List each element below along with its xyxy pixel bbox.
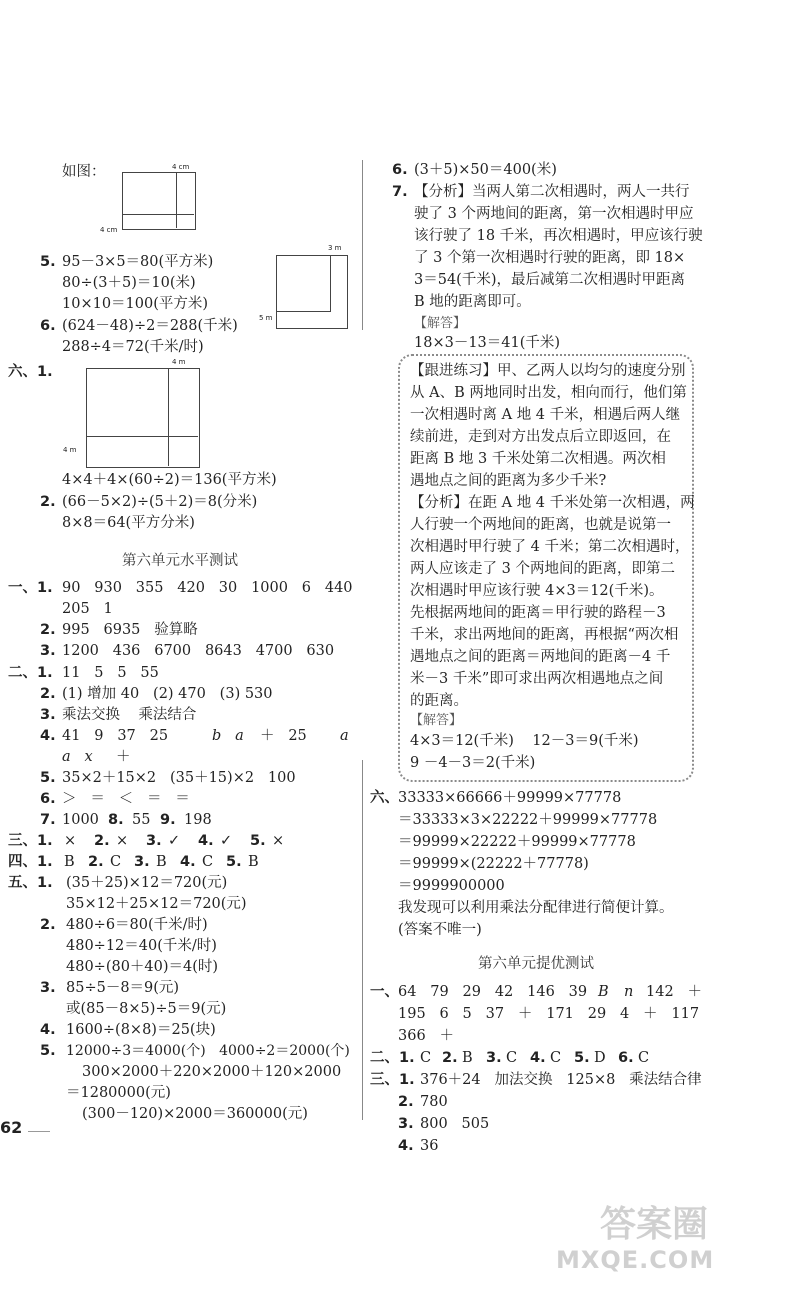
section-six-label: 六、1. (8, 364, 53, 380)
s3-n3: 3. (146, 833, 162, 849)
s4-n2: 2. (88, 854, 104, 870)
r-six-line-7: (答案不唯一) (398, 922, 482, 938)
s5-q2-line-1: 480÷6＝80(千米/时) (66, 917, 208, 933)
o2-n3: 3. (486, 1050, 502, 1066)
s2-q7-number: 7. (40, 812, 56, 828)
figure-label: 如图： (62, 164, 106, 180)
r-six-line-1: 33333×66666＋99999×77778 (398, 790, 622, 806)
s5-q4-line-1: 1600÷(8×8)＝25(块) (66, 1022, 216, 1038)
box-line-10: 两人应该走了 3 个两地间的距离，即第二 (410, 561, 675, 577)
o1-var-b: B (598, 984, 609, 1000)
r-six-line-5: ＝9999900000 (398, 878, 505, 894)
o3-q2-answer: 780 (420, 1094, 448, 1110)
box-line-2: 从 A、B 两地同时出发，相向而行，他们第 (410, 385, 687, 401)
o3-q4-number: 4. (398, 1138, 414, 1154)
s3-a5: × (272, 833, 285, 849)
q5-line-3: 10×10＝100(平方米) (62, 296, 209, 312)
r-q7-line-8: 18×3－13＝41(千米) (414, 335, 561, 351)
q6-line-1: (624－48)÷2＝288(千米) (62, 318, 238, 334)
r-q6-line-1: (3＋5)×50＝400(米) (414, 162, 557, 178)
s3-a3: ✓ (168, 833, 181, 849)
s5-q2-number: 2. (40, 917, 56, 933)
s4-n3: 3. (134, 854, 150, 870)
box-answer-tag: 【解答】 (410, 713, 463, 728)
figure-line (330, 255, 331, 311)
s2-q5-number: 5. (40, 770, 56, 786)
figure-label-top: 3 m (328, 244, 342, 252)
s5-q3-number: 3. (40, 980, 56, 996)
box-line-12: 先根据两地间的距离＝甲行驶的路程－3 (410, 605, 666, 621)
box-line-5: 距离 B 地 3 千米处第二次相遇。两次相 (410, 451, 666, 467)
s4-a5: B (248, 854, 259, 870)
six-q2-number: 2. (40, 494, 56, 510)
figure-line (176, 172, 177, 228)
s2-q8-answer: 55 (132, 812, 151, 828)
s4-a4: C (202, 854, 214, 870)
s3-n4: 4. (198, 833, 214, 849)
s2-q8-number: 8. (108, 812, 124, 828)
s4-label: 四、1. (8, 854, 53, 870)
box-line-14: 遇地点之间的距离＝两地间的距离－4 千 (410, 649, 671, 665)
section-title-level-test: 第六单元水平测试 (122, 553, 238, 569)
box-line-9: 次相遇时甲行驶了 4 千米；第二次相遇时， (410, 539, 690, 555)
s1-label: 一、1. (8, 580, 53, 596)
figure-line (276, 311, 331, 312)
six-q2-line-2: 8×8＝64(平方分米) (62, 515, 195, 531)
figure-label-left: 4 cm (100, 226, 118, 234)
figure-label-left: 4 m (63, 446, 77, 454)
s1-q3-number: 3. (40, 643, 56, 659)
s5-q5-line-4: (300－120)×2000＝360000(元) (82, 1106, 308, 1122)
section-title-optimize-test: 第六单元提优测试 (478, 956, 594, 972)
s2-q4-vars-2: a x (62, 749, 93, 765)
o1-line-c: 366 ＋ (398, 1028, 455, 1044)
box-line-4: 续前进，走到对方出发点后立即返回，在 (410, 429, 671, 445)
o2-a3: C (506, 1050, 518, 1066)
six-q2-line-1: (66－5×2)÷(5＋2)＝8(分米) (62, 494, 258, 510)
r-six-line-4: ＝99999×(22222＋77778) (398, 856, 589, 872)
s5-q5-line-1: 12000÷3＝4000(个) 4000÷2＝2000(个) (66, 1043, 350, 1059)
r-q7-line-1: 【分析】当两人第二次相遇时，两人一共行 (414, 184, 690, 200)
r-q7-answer-tag: 【解答】 (414, 316, 467, 331)
s2-q4-answer: 41 9 37 25 (62, 728, 169, 744)
box-line-13: 千米，求出两地间的距离，再根据“两次相 (410, 627, 679, 643)
o3-q1-answer: 376＋24 加法交换 125×8 乘法结合律 (420, 1072, 702, 1088)
s5-q2-line-3: 480÷(80＋40)＝4(时) (66, 959, 219, 975)
figure-label-left: 5 m (259, 314, 273, 322)
s3-a1: × (64, 833, 77, 849)
r-six-line-2: ＝33333×3×22222＋99999×77778 (398, 812, 658, 828)
s4-a3: B (156, 854, 167, 870)
s3-n5: 5. (250, 833, 266, 849)
r-six-line-3: ＝99999×22222＋99999×77778 (398, 834, 636, 850)
q5-number: 5. (40, 254, 56, 270)
s4-n5: 5. (226, 854, 242, 870)
r-q7-line-2: 驶了 3 个两地间的距离，第一次相遇时甲应 (414, 206, 694, 222)
page-number: 62 (0, 1118, 23, 1137)
o3-q2-number: 2. (398, 1094, 414, 1110)
q5-line-2: 80÷(3＋5)＝10(米) (62, 275, 196, 291)
figure-line (122, 214, 194, 215)
q6-number: 6. (40, 318, 56, 334)
box-line-11: 次相遇时甲应该行驶 4×3＝12(千米)。 (410, 583, 664, 599)
s4-n4: 4. (180, 854, 196, 870)
o2-n6: 6. (618, 1050, 634, 1066)
s2-q9-number: 9. (160, 812, 176, 828)
figure-line (86, 436, 198, 437)
box-line-7: 【分析】在距 A 地 4 千米处第一次相遇，两 (410, 495, 695, 511)
s2-q6-number: 6. (40, 791, 56, 807)
o3-label: 三、1. (370, 1072, 415, 1088)
r-six-label: 六、 (370, 790, 399, 806)
o1-label: 一、 (370, 984, 399, 1000)
s2-q2-answer: (1) 增加 40 (2) 470 (3) 530 (62, 686, 273, 702)
o1-line-a2: 142 ＋ (646, 984, 703, 1000)
r-q7-line-3: 该行驶了 18 千米，再次相遇时，甲应该行驶 (414, 228, 703, 244)
s2-q4-var-a: a (340, 728, 349, 744)
s2-q3-number: 3. (40, 707, 56, 723)
r-q6-number: 6. (392, 162, 408, 178)
s2-q4-vars: b a (212, 728, 244, 744)
s5-q2-line-2: 480÷12＝40(千米/时) (66, 938, 217, 954)
watermark-url: MXQE.COM (556, 1246, 715, 1274)
o2-n4: 4. (530, 1050, 546, 1066)
column-divider (362, 160, 363, 330)
r-six-line-6: 我发现可以利用乘法分配律进行简便计算。 (398, 900, 674, 916)
figure-square-4cm (122, 172, 196, 230)
s2-q9-answer: 198 (184, 812, 212, 828)
s2-q4-answer-2: ＋ 25 (260, 728, 307, 744)
o1-var-n: n (624, 984, 634, 1000)
figure-label-top: 4 m (172, 358, 186, 366)
q5-line-1: 95－3×5＝80(平方米) (62, 254, 214, 270)
s1-q2-answer: 995 6935 验算略 (62, 622, 198, 638)
s4-a2: C (110, 854, 122, 870)
s3-a4: ✓ (220, 833, 233, 849)
box-line-6: 遇地点之间的距离为多少千米? (410, 473, 607, 489)
s2-q5-answer: 35×2＋15×2 (35＋15)×2 100 (62, 770, 296, 786)
figure-line (168, 368, 169, 466)
s2-q1-answer: 11 5 5 55 (62, 665, 159, 681)
r-q7-line-6: B 地的距离即可。 (414, 294, 531, 310)
s5-label: 五、1. (8, 875, 53, 891)
figure-square-5m (276, 255, 348, 329)
s2-q4-plus: ＋ (116, 749, 131, 765)
o3-q3-number: 3. (398, 1116, 414, 1132)
o2-label: 二、1. (370, 1050, 415, 1066)
watermark-logo: 答案圈 (600, 1204, 709, 1245)
six-line-1: 4×4＋4×(60÷2)＝136(平方米) (62, 472, 277, 488)
s3-label: 三、1. (8, 833, 53, 849)
s5-q5-number: 5. (40, 1043, 56, 1059)
r-q7-line-5: 3＝54(千米)，最后减第二次相遇时甲距离 (414, 272, 685, 288)
s5-q1-line-1: (35＋25)×12＝720(元) (66, 875, 228, 891)
r-q7-number: 7. (392, 184, 408, 200)
footer-rule (28, 1131, 50, 1132)
r-q7-line-4: 了 3 个第一次相遇时行驶的距离，即 18× (414, 250, 686, 266)
o3-q3-answer: 800 505 (420, 1116, 490, 1132)
s5-q5-line-2: 300×2000＋220×2000＋120×2000 (82, 1064, 342, 1080)
s1-q3-answer: 1200 436 6700 8643 4700 630 (62, 643, 335, 659)
s5-q3-line-2: 或(85－8×5)÷5＝9(元) (66, 1001, 227, 1017)
box-line-18: 4×3＝12(千米) 12－3＝9(千米) (410, 733, 639, 749)
s1-line-b: 205 1 (62, 601, 113, 617)
s2-q6-answer: ＞ ＝ ＜ ＝ ＝ (62, 791, 190, 807)
s2-q3-answer: 乘法交换 乘法结合 (62, 707, 197, 723)
o2-n5: 5. (574, 1050, 590, 1066)
s2-q7-answer: 1000 (62, 812, 99, 828)
o2-n2: 2. (442, 1050, 458, 1066)
s5-q4-number: 4. (40, 1022, 56, 1038)
s4-a1: B (64, 854, 75, 870)
box-line-1: 【跟进练习】甲、乙两人以均匀的速度分别 (410, 363, 686, 379)
o1-line-b: 195 6 5 37 ＋ 171 29 4 ＋ 117 (398, 1006, 700, 1022)
o2-a2: B (462, 1050, 473, 1066)
column-divider (362, 760, 363, 1120)
s3-n2: 2. (94, 833, 110, 849)
s2-label: 二、1. (8, 665, 53, 681)
figure-rect-4m (86, 368, 200, 468)
s5-q5-line-3: ＝1280000(元) (66, 1085, 171, 1101)
o2-a4: C (550, 1050, 562, 1066)
s5-q3-line-1: 85÷5－8＝9(元) (66, 980, 180, 996)
o2-a1: C (420, 1050, 432, 1066)
q6-line-2: 288÷4＝72(千米/时) (62, 339, 204, 355)
s1-line-a: 90 930 355 420 30 1000 6 440 (62, 580, 353, 596)
o2-a5: D (594, 1050, 606, 1066)
figure-label-top: 4 cm (172, 163, 190, 171)
o3-q4-answer: 36 (420, 1138, 439, 1154)
s2-q4-number: 4. (40, 728, 56, 744)
s2-q2-number: 2. (40, 686, 56, 702)
box-line-15: 米－3 千米”即可求出两次相遇地点之间 (410, 671, 664, 687)
box-line-19: 9 －4－3＝2(千米) (410, 755, 536, 771)
o2-a6: C (638, 1050, 650, 1066)
s5-q1-line-2: 35×12＋25×12＝720(元) (66, 896, 247, 912)
s3-a2: × (116, 833, 129, 849)
box-line-8: 人行驶一个两地间的距离，也就是说第一 (410, 517, 671, 533)
box-line-16: 的距离。 (410, 693, 468, 709)
o1-line-a: 64 79 29 42 146 39 (398, 984, 588, 1000)
box-line-3: 一次相遇时离 A 地 4 千米，相遇后两人继 (410, 407, 681, 423)
s1-q2-number: 2. (40, 622, 56, 638)
